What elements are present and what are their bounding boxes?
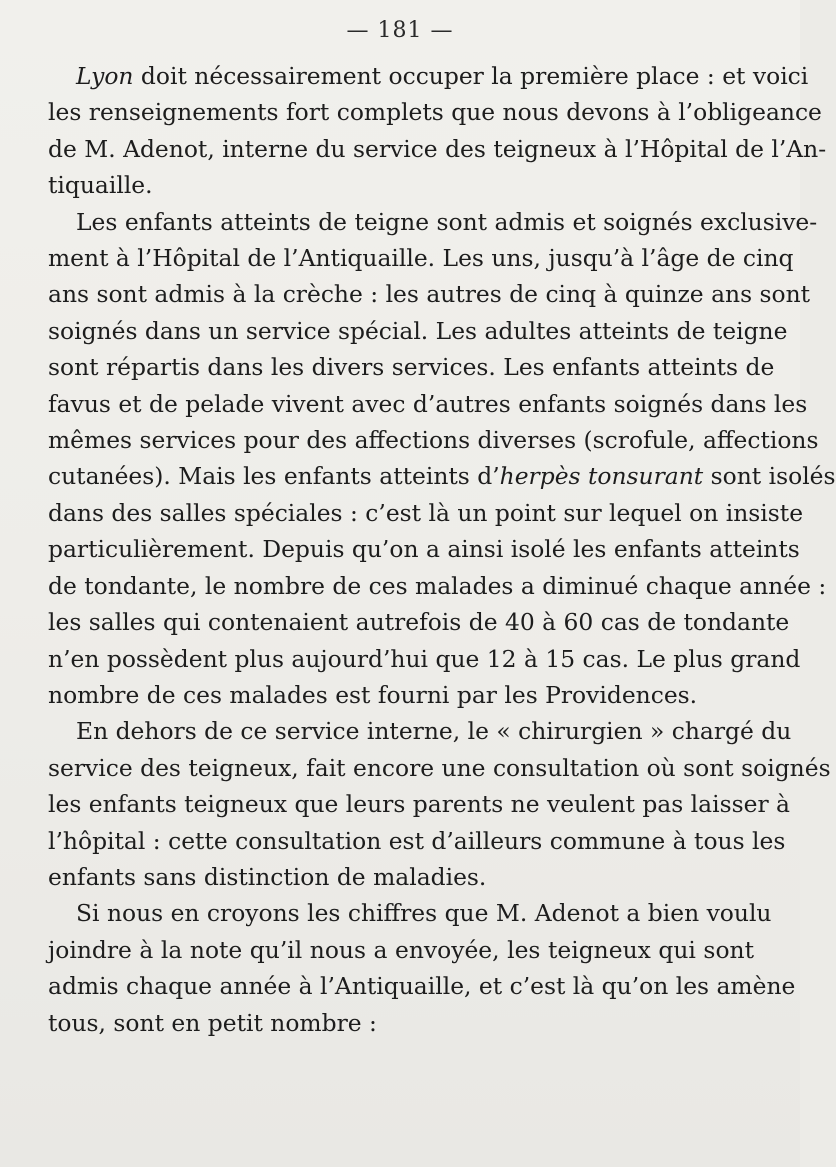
text-line: enfants sans distinction de maladies.: [48, 862, 487, 891]
page-number: — 181 —: [346, 18, 454, 43]
text-line: de M. Adenot, interne du service des teigneux à l’Hôpital de l’An-: [48, 134, 827, 163]
text-line: Les enfants atteints de teigne sont admis et soignés exclusive-: [76, 207, 818, 236]
text-line: tous, sont en petit nombre :: [48, 1008, 377, 1037]
text-line: les salles qui contenaient autrefois de 40 à 60 cas de tondante: [48, 608, 790, 637]
text-line: service des teigneux, fait encore une consultation où sont soignés: [48, 753, 831, 782]
text-line: tiquaille.: [48, 171, 153, 200]
text-line: favus et de pelade vivent avec d’autres enfants soignés dans les: [48, 389, 808, 418]
text-line: joindre à la note qu’il nous a envoyée, les teigneux qui sont: [48, 935, 754, 964]
text-line: cutanées). Mais les enfants atteints d’herpès tonsurant sont isolés: [48, 462, 836, 491]
paragraph-3: [48, 713, 831, 895]
text-line: les enfants teigneux que leurs parents ne veulent pas laisser à: [48, 790, 791, 819]
text-line: ans sont admis à la crèche : les autres de cinq à quinze ans sont: [48, 280, 811, 309]
text-line: Si nous en croyons les chiffres que M. Adenot a bien voulu: [76, 899, 772, 928]
text-line: admis chaque année à l’Antiquaille, et c’est là qu’on les amène: [48, 972, 796, 1001]
text-line: dans des salles spéciales : c’est là un point sur lequel on insiste: [48, 498, 804, 527]
text-line: ment à l’Hôpital de l’Antiquaille. Les uns, jusqu’à l’âge de cinq: [48, 244, 794, 273]
text-line: mêmes services pour des affections diverses (scrofule, affections: [48, 426, 819, 455]
paragraph-4: [48, 895, 796, 1041]
text-line: soignés dans un service spécial. Les adultes atteints de teigne: [48, 316, 788, 345]
text-line: En dehors de ce service interne, le « chirurgien » chargé du: [76, 717, 792, 746]
text-line: sont répartis dans les divers services. Les enfants atteints de: [48, 353, 775, 382]
text-line: particulièrement. Depuis qu’on a ainsi isolé les enfants atteints: [48, 535, 800, 564]
text-line: l’hôpital : cette consultation est d’ailleurs commune à tous les: [48, 826, 786, 855]
body-text: [48, 58, 836, 1041]
text-line: de tondante, le nombre de ces malades a diminué chaque année :: [48, 571, 827, 600]
text-line: n’en possèdent plus aujourd’hui que 12 à 15 cas. Le plus grand: [48, 644, 801, 673]
paragraph-2: [48, 204, 836, 714]
text-line: les renseignements fort complets que nous devons à l’obligeance: [48, 98, 822, 127]
text-line: nombre de ces malades est fourni par les Providences.: [48, 680, 698, 709]
text-line: Lyon doit nécessairement occuper la première place : et voici: [76, 62, 809, 90]
paragraph-1: [48, 58, 827, 204]
